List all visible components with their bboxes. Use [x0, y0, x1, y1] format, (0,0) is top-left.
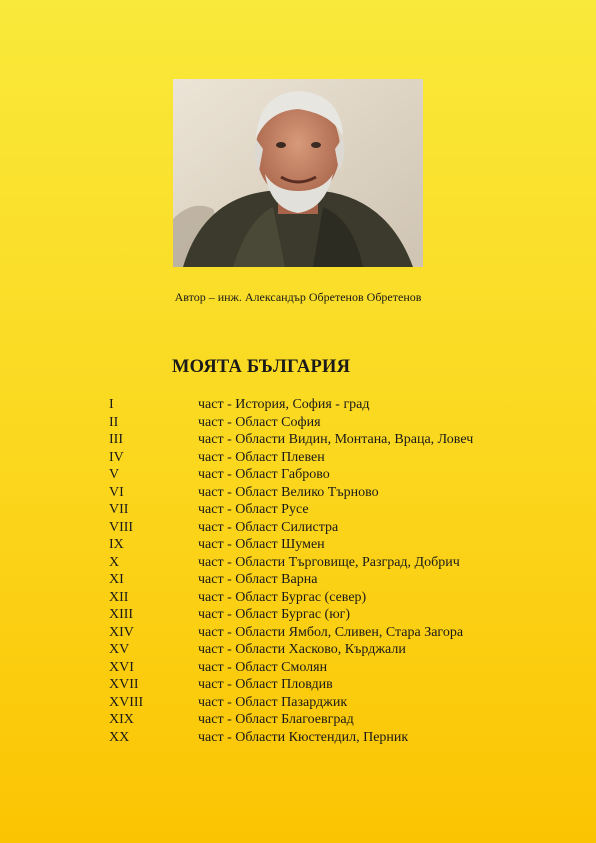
part-title: част - Област Шумен [198, 537, 325, 552]
list-item [109, 606, 473, 624]
part-title: част - Области Кюстендил, Перник [198, 729, 409, 745]
part-number: XII [109, 589, 129, 605]
list-item [109, 466, 473, 484]
list-item [109, 711, 473, 729]
part-number: VIII [109, 519, 134, 535]
list-item [109, 659, 473, 677]
part-title: част - Области Търговище, Разград, Добрич [198, 554, 460, 570]
part-number: XIX [109, 712, 134, 727]
part-title: част - Област Силистра [198, 519, 339, 535]
part-number: VII [109, 502, 129, 517]
part-number: XI [109, 572, 124, 587]
part-number: XV [109, 642, 130, 657]
part-number: IX [109, 537, 124, 552]
list-item [109, 501, 473, 519]
part-number: III [109, 432, 123, 447]
part-number: XVI [109, 659, 134, 675]
part-title: част - Области Видин, Монтана, Враца, Ловеч [198, 432, 474, 447]
list-item [109, 571, 473, 589]
part-title: част - Област Габрово [198, 467, 330, 482]
list-item [109, 589, 473, 607]
book-title: МОЯТА БЪЛГАРИЯ [172, 357, 351, 377]
list-item [109, 676, 473, 694]
part-title: част - Области Ямбол, Сливен, Стара Загора [198, 624, 464, 640]
part-title: част - Област Варна [198, 572, 318, 587]
list-item [109, 694, 473, 712]
list-item [109, 624, 473, 642]
author-line: Автор – инж. Александър Обретенов Обретенов [174, 290, 422, 304]
part-number: V [109, 467, 120, 482]
part-title: част - Област Благоевград [198, 712, 354, 727]
part-title: част - Област Русе [198, 502, 309, 517]
list-item [109, 449, 473, 467]
part-title: част - Област Бургас (юг) [198, 607, 351, 622]
part-number: XIV [109, 624, 134, 640]
part-title: част - Област Бургас (север) [198, 589, 367, 605]
list-item [109, 431, 473, 449]
list-item [109, 554, 473, 572]
part-title: част - Област Смолян [198, 659, 328, 675]
part-number: XVIII [109, 694, 144, 710]
part-title: част - Област Пазарджик [198, 694, 348, 710]
part-number: X [109, 554, 120, 570]
part-title: част - Област Велико Търново [198, 484, 379, 500]
part-number: II [109, 414, 119, 430]
author-photo [173, 79, 423, 267]
part-number: VI [109, 484, 124, 500]
part-number: XX [109, 729, 130, 745]
list-item [109, 484, 473, 502]
part-number: I [109, 397, 114, 412]
list-item [109, 414, 473, 432]
parts-list [109, 396, 473, 746]
part-number: XIII [109, 607, 134, 622]
part-title: част - Област Пловдив [198, 677, 333, 692]
part-number: IV [109, 449, 124, 465]
part-title: част - Област София [198, 414, 321, 430]
part-title: част - Област Плевен [198, 449, 325, 465]
list-item [109, 396, 473, 414]
list-item [109, 729, 473, 747]
list-item [109, 519, 473, 537]
part-number: XVII [109, 677, 139, 692]
part-title: част - Области Хасково, Кърджали [198, 642, 406, 657]
author-portrait-image [173, 79, 423, 267]
list-item [109, 641, 473, 659]
part-title: част - История, София - град [198, 397, 370, 412]
list-item [109, 536, 473, 554]
